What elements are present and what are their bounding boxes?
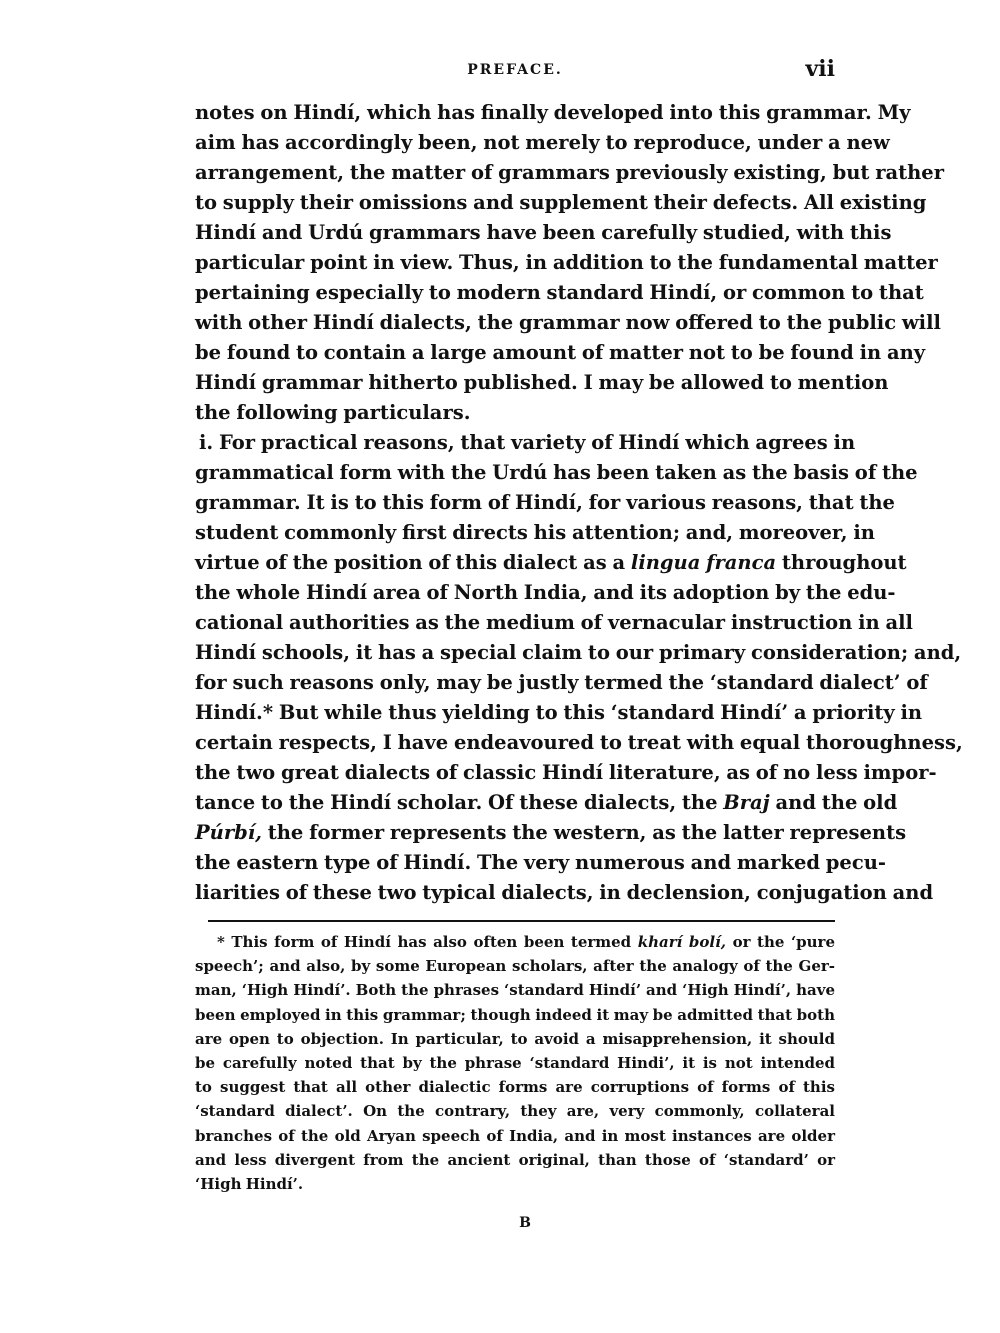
text-line: grammatical form with the Urdú has been taken as the basis of the	[195, 461, 918, 484]
text-line: grammar. It is to this form of Hindí, for various reasons, that the	[195, 491, 895, 514]
text-line: the following particulars.	[195, 401, 471, 424]
text-line: the whole Hindí area of North India, and its adoption by the edu-	[195, 581, 896, 604]
text-line: i. For practical reasons, that variety of Hindí which agrees in	[199, 431, 856, 454]
text-line: cational authorities as the medium of vernacular instruction in all	[195, 611, 913, 634]
italic-term: kharí bolí,	[637, 933, 727, 951]
text-line: with other Hindí dialects, the grammar now offered to the public will	[195, 311, 941, 334]
text-line: arrangement, the matter of grammars previously existing, but rather	[195, 161, 944, 184]
footnote-line: speech’; and also, by some European scholars, after the analogy of the Ger-	[195, 957, 835, 976]
body-text	[195, 98, 963, 908]
footnote-rule	[208, 920, 835, 922]
footnote-line	[195, 930, 835, 954]
text-line: be found to contain a large amount of matter not to be found in any	[195, 341, 926, 364]
italic-term: lingua franca	[630, 551, 777, 574]
text-segment: * This form of Hindí has also often been termed	[217, 933, 638, 951]
text-line: liarities of these two typical dialects, in declension, conjugation and	[195, 881, 934, 904]
footnote-line: be carefully noted that by the phrase ‘standard Hindi’, it is not intended	[195, 1053, 835, 1072]
text-segment: virtue of the position of this dialect as a	[195, 551, 631, 574]
footnote-line: are open to objection. In particular, to avoid a misapprehension, it should	[195, 1029, 835, 1048]
footnote-line: man, ‘High Hindí’. Both the phrases ‘standard Hindí’ and ‘High Hindí’, have	[195, 981, 835, 1000]
text-line: Hindí grammar hitherto published. I may be allowed to mention	[195, 371, 889, 394]
footnote-line: been employed in this grammar; though indeed it may be admitted that both	[195, 1005, 835, 1024]
text-line	[195, 548, 907, 578]
text-segment: or the ‘pure	[726, 933, 836, 951]
text-line: to supply their omissions and supplement their defects. All existing	[195, 191, 927, 214]
page-number: vii	[805, 56, 835, 82]
italic-term: Braj	[723, 791, 770, 814]
text-line: pertaining especially to modern standard Hindí, or common to that	[195, 281, 924, 304]
italic-term: Púrbí,	[195, 821, 262, 844]
footnote-line: ‘standard dialect’. On the contrary, they are, very commonly, collateral	[195, 1102, 835, 1121]
text-line: for such reasons only, may be justly termed the ‘standard dialect’ of	[195, 671, 928, 694]
text-segment: tance to the Hindí scholar. Of these dialects, the	[195, 791, 724, 814]
footnote	[195, 930, 835, 1196]
text-line: the eastern type of Hindí. The very numerous and marked pecu-	[195, 851, 886, 874]
running-title: PREFACE.	[467, 62, 563, 78]
text-line: student commonly first directs his attention; and, moreover, in	[195, 521, 875, 544]
text-line: notes on Hindí, which has finally developed into this grammar. My	[195, 101, 911, 124]
text-line: certain respects, I have endeavoured to treat with equal thoroughness,	[195, 731, 963, 754]
footnote-line: and less divergent from the ancient original, than those of ‘standard’ or	[195, 1150, 835, 1169]
text-line	[195, 788, 898, 818]
text-line: particular point in view. Thus, in addition to the fundamental matter	[195, 251, 938, 274]
text-line: Hindí.* But while thus yielding to this ‘standard Hindí’ a priority in	[195, 701, 923, 724]
text-segment: and the old	[769, 791, 898, 814]
text-line: Hindí and Urdú grammars have been carefully studied, with this	[195, 221, 892, 244]
running-head	[195, 56, 835, 90]
text-segment: the former represents the western, as the latter represents	[261, 821, 907, 844]
footnote-line: ‘High Hindí’.	[195, 1174, 304, 1193]
footnote-line: to suggest that all other dialectic forms are corruptions of forms of this	[195, 1078, 835, 1097]
signature-mark: B	[519, 1215, 531, 1231]
text-line: Hindí schools, it has a special claim to our primary consideration; and,	[195, 641, 962, 664]
footnote-line: branches of the old Aryan speech of India, and in most instances are older	[195, 1126, 835, 1145]
text-line: the two great dialects of classic Hindí literature, as of no less impor-	[195, 761, 937, 784]
text-line: aim has accordingly been, not merely to reproduce, under a new	[195, 131, 890, 154]
text-line	[195, 818, 907, 848]
text-segment: throughout	[776, 551, 907, 574]
